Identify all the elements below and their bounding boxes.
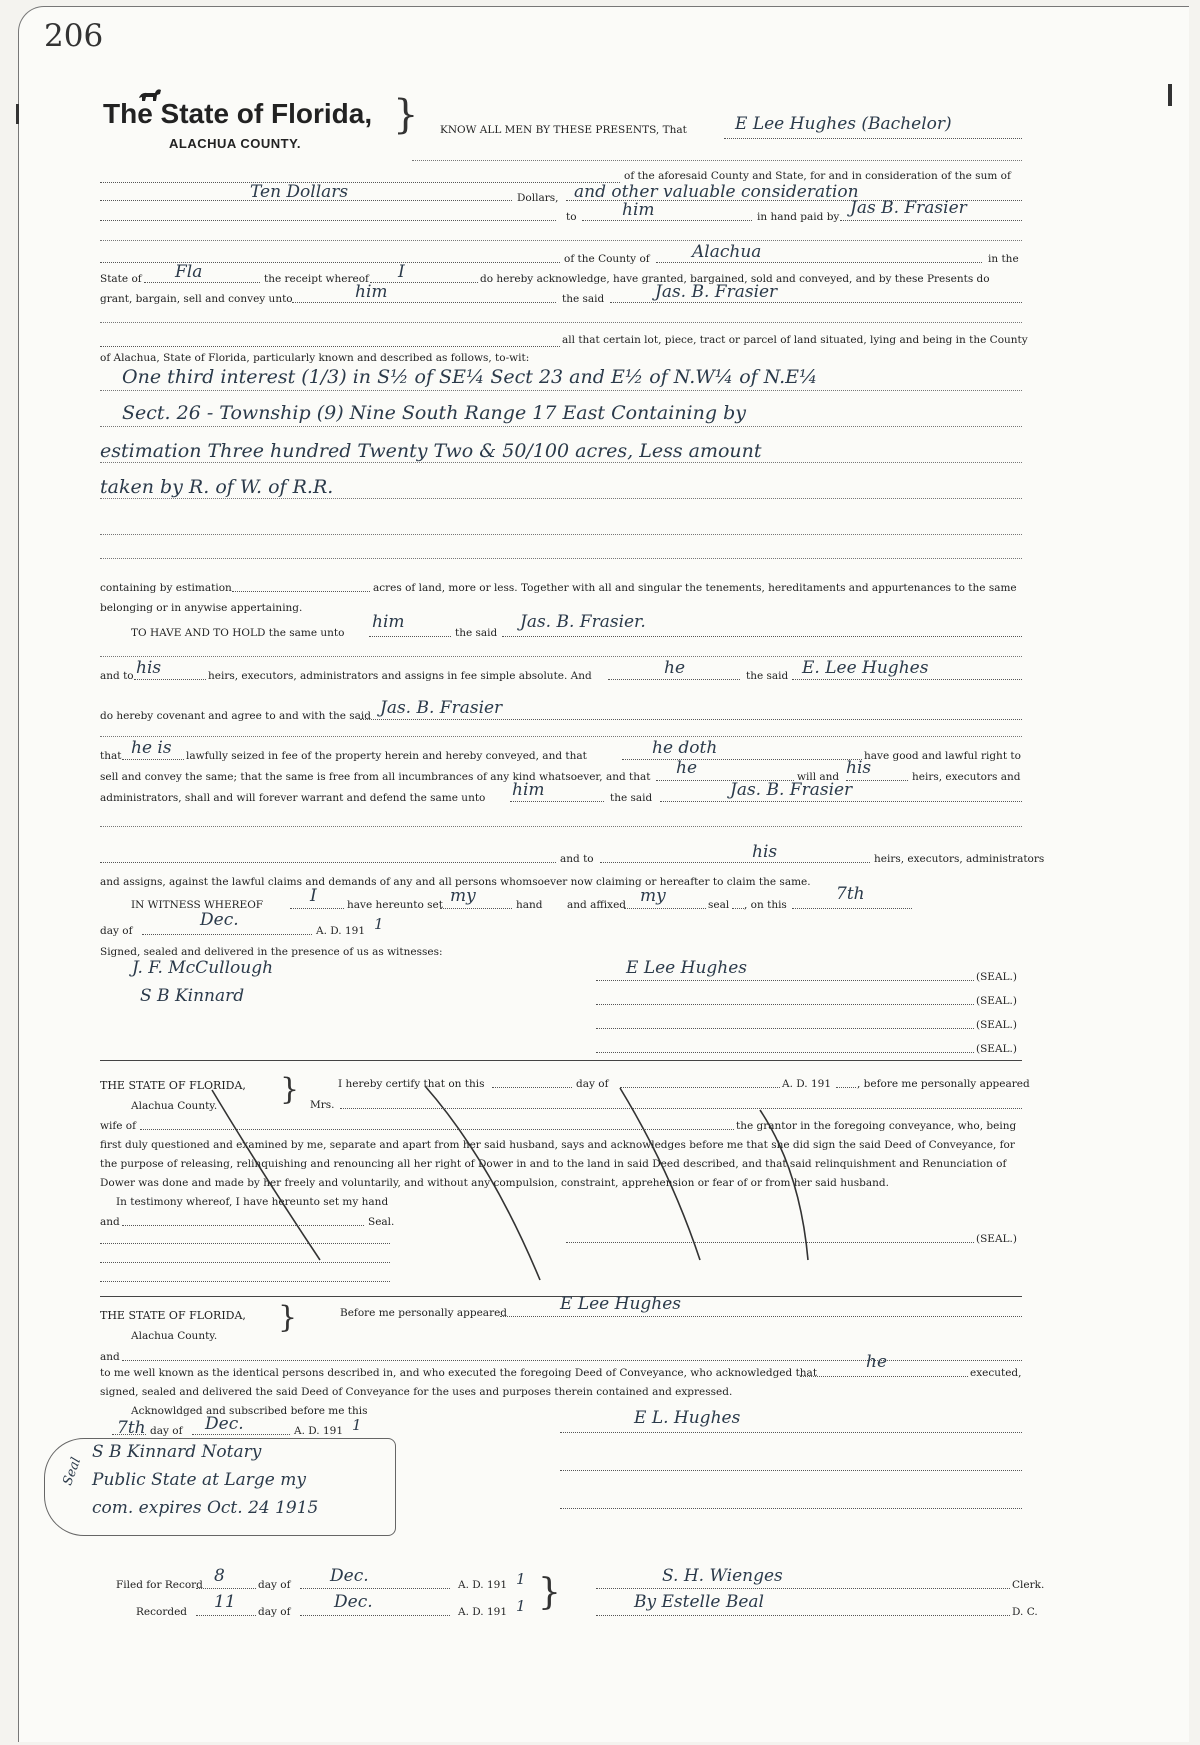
binding-mark — [16, 104, 19, 124]
witness-who: I — [310, 886, 317, 906]
day-of-label: day of — [100, 925, 133, 937]
the-said-label-4: the said — [610, 792, 653, 804]
binding-mark-right — [1168, 84, 1172, 106]
dower-ad: A. D. 191 — [782, 1078, 832, 1090]
recorded-day-of: day of — [258, 1606, 291, 1618]
dower-line-2: the purpose of releasing, relinquishing and renouncing all her right of Dower in and to the land in said Deed described, and that said relinquishment and Renunciation of — [100, 1158, 1007, 1170]
witness-my: my — [450, 886, 476, 906]
witness-day: 7th — [836, 884, 865, 904]
dower-strikethrough — [200, 1080, 820, 1300]
witness-2: S B Kinnard — [140, 986, 245, 1006]
that-label: that — [100, 750, 122, 762]
the-said-label: the said — [562, 293, 605, 305]
covenant-text: do hereby covenant and agree to and with the said — [100, 710, 372, 722]
deputy-clerk-label: D. C. — [1012, 1606, 1038, 1618]
ack-executed: executed, — [970, 1367, 1022, 1379]
know-all-text: KNOW ALL MEN BY THESE PRESENTS, That — [440, 124, 687, 136]
dower-and: and — [100, 1216, 120, 1228]
to-label: to — [566, 211, 577, 223]
dower-county: Alachua County. — [131, 1100, 218, 1112]
notary-seal-note: Seal — [60, 1455, 85, 1488]
set-label: have hereunto set — [347, 899, 443, 911]
ack-title: THE STATE OF FLORIDA, — [100, 1309, 246, 1322]
receipt-label: the receipt whereof — [264, 273, 369, 285]
habendum-he: he — [664, 658, 686, 678]
paid-by-label: in hand paid by — [757, 211, 840, 223]
seal-4: (SEAL.) — [976, 1043, 1017, 1055]
consideration-text: of the aforesaid County and State, for and in consideration of the sum of — [624, 170, 1011, 182]
right-text: have good and lawful right to — [864, 750, 1021, 762]
ack-year-digit: 1 — [352, 1416, 362, 1434]
ack-line-2: signed, sealed and delivered the said Deed of Conveyance for the uses and purposes therein contained and expressed. — [100, 1386, 733, 1398]
other-consideration: and other valuable consideration — [574, 182, 859, 202]
he-is: he is — [131, 738, 172, 758]
assigns-text: and assigns, against the lawful claims and demands of any and all persons whomsoever now claiming or hereafter to claim the same. — [100, 876, 811, 888]
dower-day-of: day of — [576, 1078, 609, 1090]
recorded-day: 11 — [214, 1592, 236, 1612]
receipt-who: I — [398, 262, 405, 282]
dower-brace: } — [280, 1072, 300, 1107]
to-whom: him — [622, 200, 655, 220]
seal-on-label: seal — [708, 899, 730, 911]
habendum-his: his — [136, 658, 162, 678]
witness-year-digit: 1 — [374, 915, 384, 933]
dower-seal: (SEAL.) — [976, 1233, 1017, 1245]
ack-subscribed: Acknowldged and subscribed before me this — [131, 1405, 368, 1417]
sell-he: he — [676, 758, 698, 778]
seal-2: (SEAL.) — [976, 995, 1017, 1007]
dower-mrs: Mrs. — [310, 1099, 335, 1111]
dower-testimony: In testimony whereof, I have hereunto set my hand — [116, 1196, 389, 1208]
ack-he: he — [866, 1352, 888, 1372]
ack-signature: E L. Hughes — [634, 1408, 741, 1428]
witness-month: Dec. — [200, 910, 239, 930]
dog-emblem-icon — [137, 86, 163, 104]
and-to-label-2: and to — [560, 853, 594, 865]
on-this-label: , on this — [744, 899, 787, 911]
grantor-name: E Lee Hughes (Bachelor) — [735, 114, 952, 134]
habendum-unto: him — [372, 612, 405, 632]
ack-day: 7th — [117, 1418, 146, 1438]
admin-text: administrators, shall and will forever warrant and defend the same unto — [100, 792, 486, 804]
acknowledge-text: do hereby acknowledge, have granted, bargained, sold and conveyed, and by these Presents do — [480, 273, 990, 285]
dower-line-3: Dower was done and made by her freely and voluntarily, and without any compulsion, constraint, apprehension or fear of or from her said husband. — [100, 1177, 889, 1189]
filed-day-of: day of — [258, 1579, 291, 1591]
page-number: 206 — [44, 18, 104, 54]
he-doth: he doth — [652, 738, 718, 758]
grant-text: grant, bargain, sell and convey unto — [100, 293, 293, 305]
seized-text: lawfully seized in fee of the property herein and hereby conveyed, and that — [186, 750, 587, 762]
county-title: ALACHUA COUNTY. — [169, 136, 301, 151]
in-the-label: in the — [988, 253, 1019, 265]
of-county-label: of the County of — [564, 253, 650, 265]
sell-text: sell and convey the same; that the same is free from all incumbrances of any kind whatsoever, and that — [100, 771, 651, 783]
grantor-signature: E Lee Hughes — [626, 958, 748, 978]
habendum-grantor: E. Lee Hughes — [802, 658, 929, 678]
and-to-label: and to — [100, 670, 134, 682]
seal-1: (SEAL.) — [976, 971, 1017, 983]
ack-brace: } — [278, 1300, 298, 1335]
filed-label: Filed for Record — [116, 1579, 203, 1591]
dower-seal-label: Seal. — [368, 1216, 395, 1228]
heirs-executors-label: heirs, executors and — [912, 771, 1021, 783]
dower-certify: I hereby certify that on this — [338, 1078, 485, 1090]
dower-before: , before me personally appeared — [857, 1078, 1030, 1090]
belonging-text: belonging or in anywise appertaining. — [100, 602, 303, 614]
notary-line-2: Public State at Large my — [92, 1470, 306, 1490]
land-intro: all that certain lot, piece, tract or parcel of land situated, lying and being in the County — [562, 334, 1028, 346]
dower-wife-of: wife of — [100, 1120, 136, 1132]
will-and-label: will and — [797, 771, 840, 783]
ack-line-1: to me well known as the identical persons described in, and who executed the foregoing Deed of Conveyance, who acknowledged that — [100, 1367, 818, 1379]
ack-before: Before me personally appeared — [340, 1307, 508, 1319]
state-title: The State of Florida, — [103, 98, 373, 129]
ack-and: and — [100, 1351, 120, 1363]
hand-label: hand — [516, 899, 543, 911]
land-desc-line-4: taken by R. of W. of R.R. — [100, 476, 334, 498]
dower-title: THE STATE OF FLORIDA, — [100, 1079, 246, 1092]
clerk-label: Clerk. — [1012, 1579, 1045, 1591]
filed-ad: A. D. 191 — [458, 1579, 508, 1591]
recorded-year: 1 — [516, 1597, 526, 1615]
state-name: Fla — [175, 262, 203, 282]
filed-month: Dec. — [330, 1566, 369, 1586]
containing-label: containing by estimation — [100, 582, 232, 594]
filing-brace: } — [538, 1572, 561, 1613]
in-witness-label: IN WITNESS WHEREOF — [131, 899, 264, 911]
dollars-label: Dollars, — [517, 192, 559, 204]
notary-line-1: S B Kinnard Notary — [92, 1442, 262, 1462]
amount: Ten Dollars — [250, 182, 349, 202]
ad-label: A. D. 191 — [316, 925, 366, 937]
ack-day-of: day of — [150, 1425, 183, 1437]
land-desc-line-3: estimation Three hundred Twenty Two & 50/100 acres, Less amount — [100, 440, 762, 462]
signed-text: Signed, sealed and delivered in the presence of us as witnesses: — [100, 946, 443, 958]
witness-my2: my — [640, 886, 666, 906]
dower-line-1: first duly questioned and examined by me, separate and apart from her said husband, says and acknowledges before me that she did sign the said Deed of Conveyance, for — [100, 1139, 1015, 1151]
assigns-his: his — [752, 842, 778, 862]
sell-his: his — [846, 758, 872, 778]
clerk-signature: S. H. Wienges — [662, 1566, 783, 1586]
land-desc-line-1: One third interest (1/3) in S½ of SE¼ Sect 23 and E½ of N.W¼ of N.E¼ — [122, 366, 818, 388]
ack-county: Alachua County. — [131, 1330, 218, 1342]
witness-1: J. F. McCullough — [132, 958, 274, 978]
land-intro2: of Alachua, State of Florida, particularly known and described as follows, to-wit: — [100, 352, 530, 364]
to-have-text: TO HAVE AND TO HOLD the same unto — [131, 627, 345, 639]
notary-line-3: com. expires Oct. 24 1915 — [92, 1498, 319, 1518]
affixed-label: and affixed — [567, 899, 627, 911]
recorded-label: Recorded — [136, 1606, 187, 1618]
ack-who: E Lee Hughes — [560, 1294, 682, 1314]
paid-by: Jas B. Frasier — [850, 198, 967, 218]
dower-grantor-text: the grantor in the foregoing conveyance, who, being — [736, 1120, 1017, 1132]
header-brace: } — [393, 92, 419, 138]
acres-text: acres of land, more or less. Together with all and singular the tenements, hereditaments and appurtenances to the same — [373, 582, 1017, 594]
seal-3: (SEAL.) — [976, 1019, 1017, 1031]
grant-who: him — [355, 282, 388, 302]
filed-year: 1 — [516, 1570, 526, 1588]
the-said-label-3: the said — [746, 670, 789, 682]
land-desc-line-2: Sect. 26 - Township (9) Nine South Range 17 East Containing by — [122, 402, 746, 424]
admin-grantee: Jas. B. Frasier — [730, 780, 853, 800]
heirs-text: heirs, executors, administrators and assigns in fee simple absolute. And — [208, 670, 592, 682]
state-of-label: State of — [100, 273, 142, 285]
covenant-grantee: Jas. B. Frasier — [380, 698, 503, 718]
grantee-name: Jas. B. Frasier — [655, 282, 778, 302]
deputy-clerk-signature: By Estelle Beal — [634, 1592, 764, 1612]
the-said-label-2: the said — [455, 627, 498, 639]
county-name: Alachua — [692, 242, 762, 262]
recorded-ad: A. D. 191 — [458, 1606, 508, 1618]
ack-ad: A. D. 191 — [294, 1425, 344, 1437]
heirs-admin-label: heirs, executors, administrators — [874, 853, 1045, 865]
filed-day: 8 — [214, 1566, 225, 1586]
recorded-month: Dec. — [334, 1592, 373, 1612]
ack-month: Dec. — [205, 1414, 244, 1434]
habendum-grantee: Jas. B. Frasier. — [520, 612, 646, 632]
admin-unto: him — [512, 780, 545, 800]
